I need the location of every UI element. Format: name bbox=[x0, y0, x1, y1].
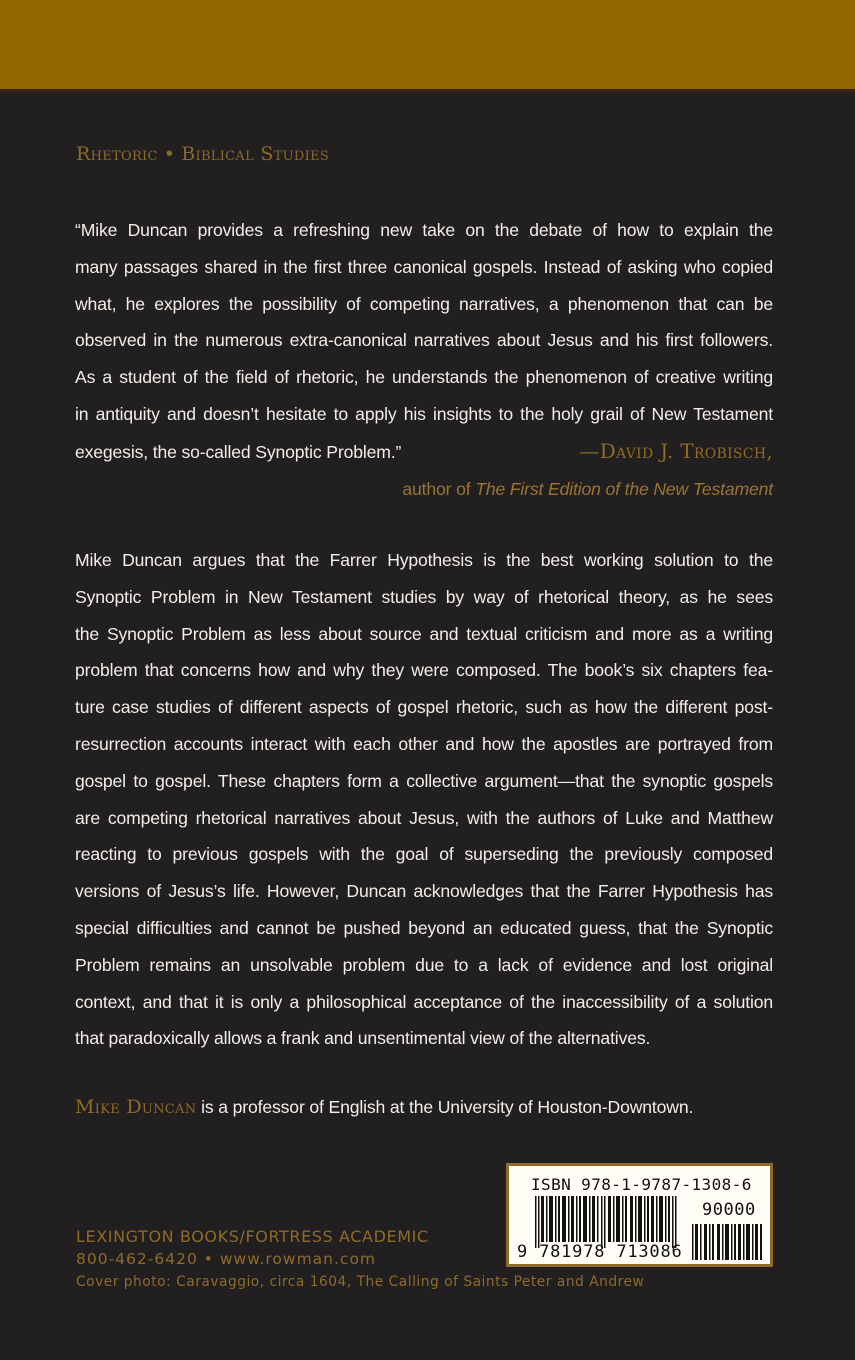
publisher-phone: 800-462-6420 bbox=[76, 1250, 198, 1268]
author-bio bbox=[75, 1096, 693, 1118]
quote-line: As a student of the field of rhetoric, he understands the phenomenon of creative writing bbox=[75, 367, 773, 388]
endorser-name: —David J. Trobisch, bbox=[579, 438, 773, 463]
price-code: 90000 bbox=[702, 1200, 756, 1220]
ean-number: 9 781978 713086 bbox=[517, 1242, 683, 1262]
cover-photo-credit: Cover photo: Caravaggio, circa 1604, The Calling of Saints Peter and Andrew bbox=[76, 1274, 645, 1290]
ean13-barcode-bars bbox=[535, 1196, 680, 1248]
description-line: gospel to gospel. These chapters form a collective argument—that the synoptic gospels bbox=[75, 770, 773, 791]
description-line: context, and that it is only a philosophical acceptance of the inaccessibility of a solution bbox=[75, 991, 773, 1012]
quote-final-row bbox=[75, 433, 773, 471]
description-line: ture case studies of different aspects of gospel rhetoric, such as how the different post- bbox=[75, 697, 773, 718]
endorsement-quote bbox=[75, 212, 773, 507]
description-line: the Synoptic Problem as less about source and textual criticism and more as a writing bbox=[75, 623, 773, 644]
endorser-book-title: The First Edition of the New Testament bbox=[475, 478, 773, 499]
description-line: resurrection accounts interact with each other and how the apostles are portrayed from bbox=[75, 733, 773, 754]
quote-line: “Mike Duncan provides a refreshing new take on the debate of how to explain the bbox=[75, 220, 773, 240]
quote-line: in antiquity and doesn’t hesitate to apply his insights to the holy grail of New Testament bbox=[75, 403, 773, 424]
isbn-barcode bbox=[506, 1163, 773, 1267]
description-line: problem that concerns how and why they were composed. The book’s six chapters fea- bbox=[75, 660, 773, 681]
quote-line: what, he explores the possibility of competing narratives, a phenomenon that can be bbox=[75, 293, 773, 314]
endorser-credential bbox=[75, 471, 773, 508]
description-line: Problem remains an unsolvable problem due to a lack of evidence and lost original bbox=[75, 954, 773, 975]
category-rhetoric: Rhetoric bbox=[76, 143, 158, 165]
category-label bbox=[76, 143, 329, 165]
isbn-label: ISBN 978-1-9787-1308-6 bbox=[531, 1175, 752, 1194]
band-divider bbox=[0, 89, 855, 92]
book-description bbox=[75, 542, 773, 1057]
author-bio-text: is a professor of English at the University of Houston-Downtown. bbox=[196, 1097, 694, 1117]
description-line: reacting to previous gospels with the goal of superseding the previously composed bbox=[75, 844, 773, 865]
contact-separator: • bbox=[203, 1250, 214, 1268]
description-line: Mike Duncan argues that the Farrer Hypothesis is the best working solution to the bbox=[75, 550, 773, 570]
author-name: Mike Duncan bbox=[75, 1096, 197, 1118]
endorser-credential-prefix: author of bbox=[402, 478, 476, 499]
description-line: special difficulties and cannot be pushed beyond an educated guess, that the Synoptic bbox=[75, 917, 773, 938]
description-line: that paradoxically allows a frank and unsentimental view of the alternatives. bbox=[75, 1028, 651, 1049]
description-line: are competing rhetorical narratives about Jesus, with the authors of Luke and Matthew bbox=[75, 807, 773, 828]
category-separator: • bbox=[163, 143, 176, 165]
addon-barcode-bars bbox=[692, 1224, 764, 1260]
publisher-name: LEXINGTON BOOKS/FORTRESS ACADEMIC bbox=[76, 1227, 429, 1246]
category-biblical-studies: Biblical Studies bbox=[181, 143, 330, 165]
quote-line: exegesis, the so-called Synoptic Problem.” bbox=[75, 441, 402, 462]
top-gold-band bbox=[0, 0, 855, 89]
publisher-website: www.rowman.com bbox=[219, 1250, 377, 1268]
description-line: versions of Jesus’s life. However, Duncan acknowledges that the Farrer Hypothesis has bbox=[75, 881, 773, 902]
quote-line: observed in the numerous extra-canonical narratives about Jesus and his first followers. bbox=[75, 330, 773, 351]
quote-line: many passages shared in the first three canonical gospels. Instead of asking who copied bbox=[75, 256, 773, 277]
description-line: Synoptic Problem in New Testament studies by way of rhetorical theory, as he sees bbox=[75, 586, 773, 607]
